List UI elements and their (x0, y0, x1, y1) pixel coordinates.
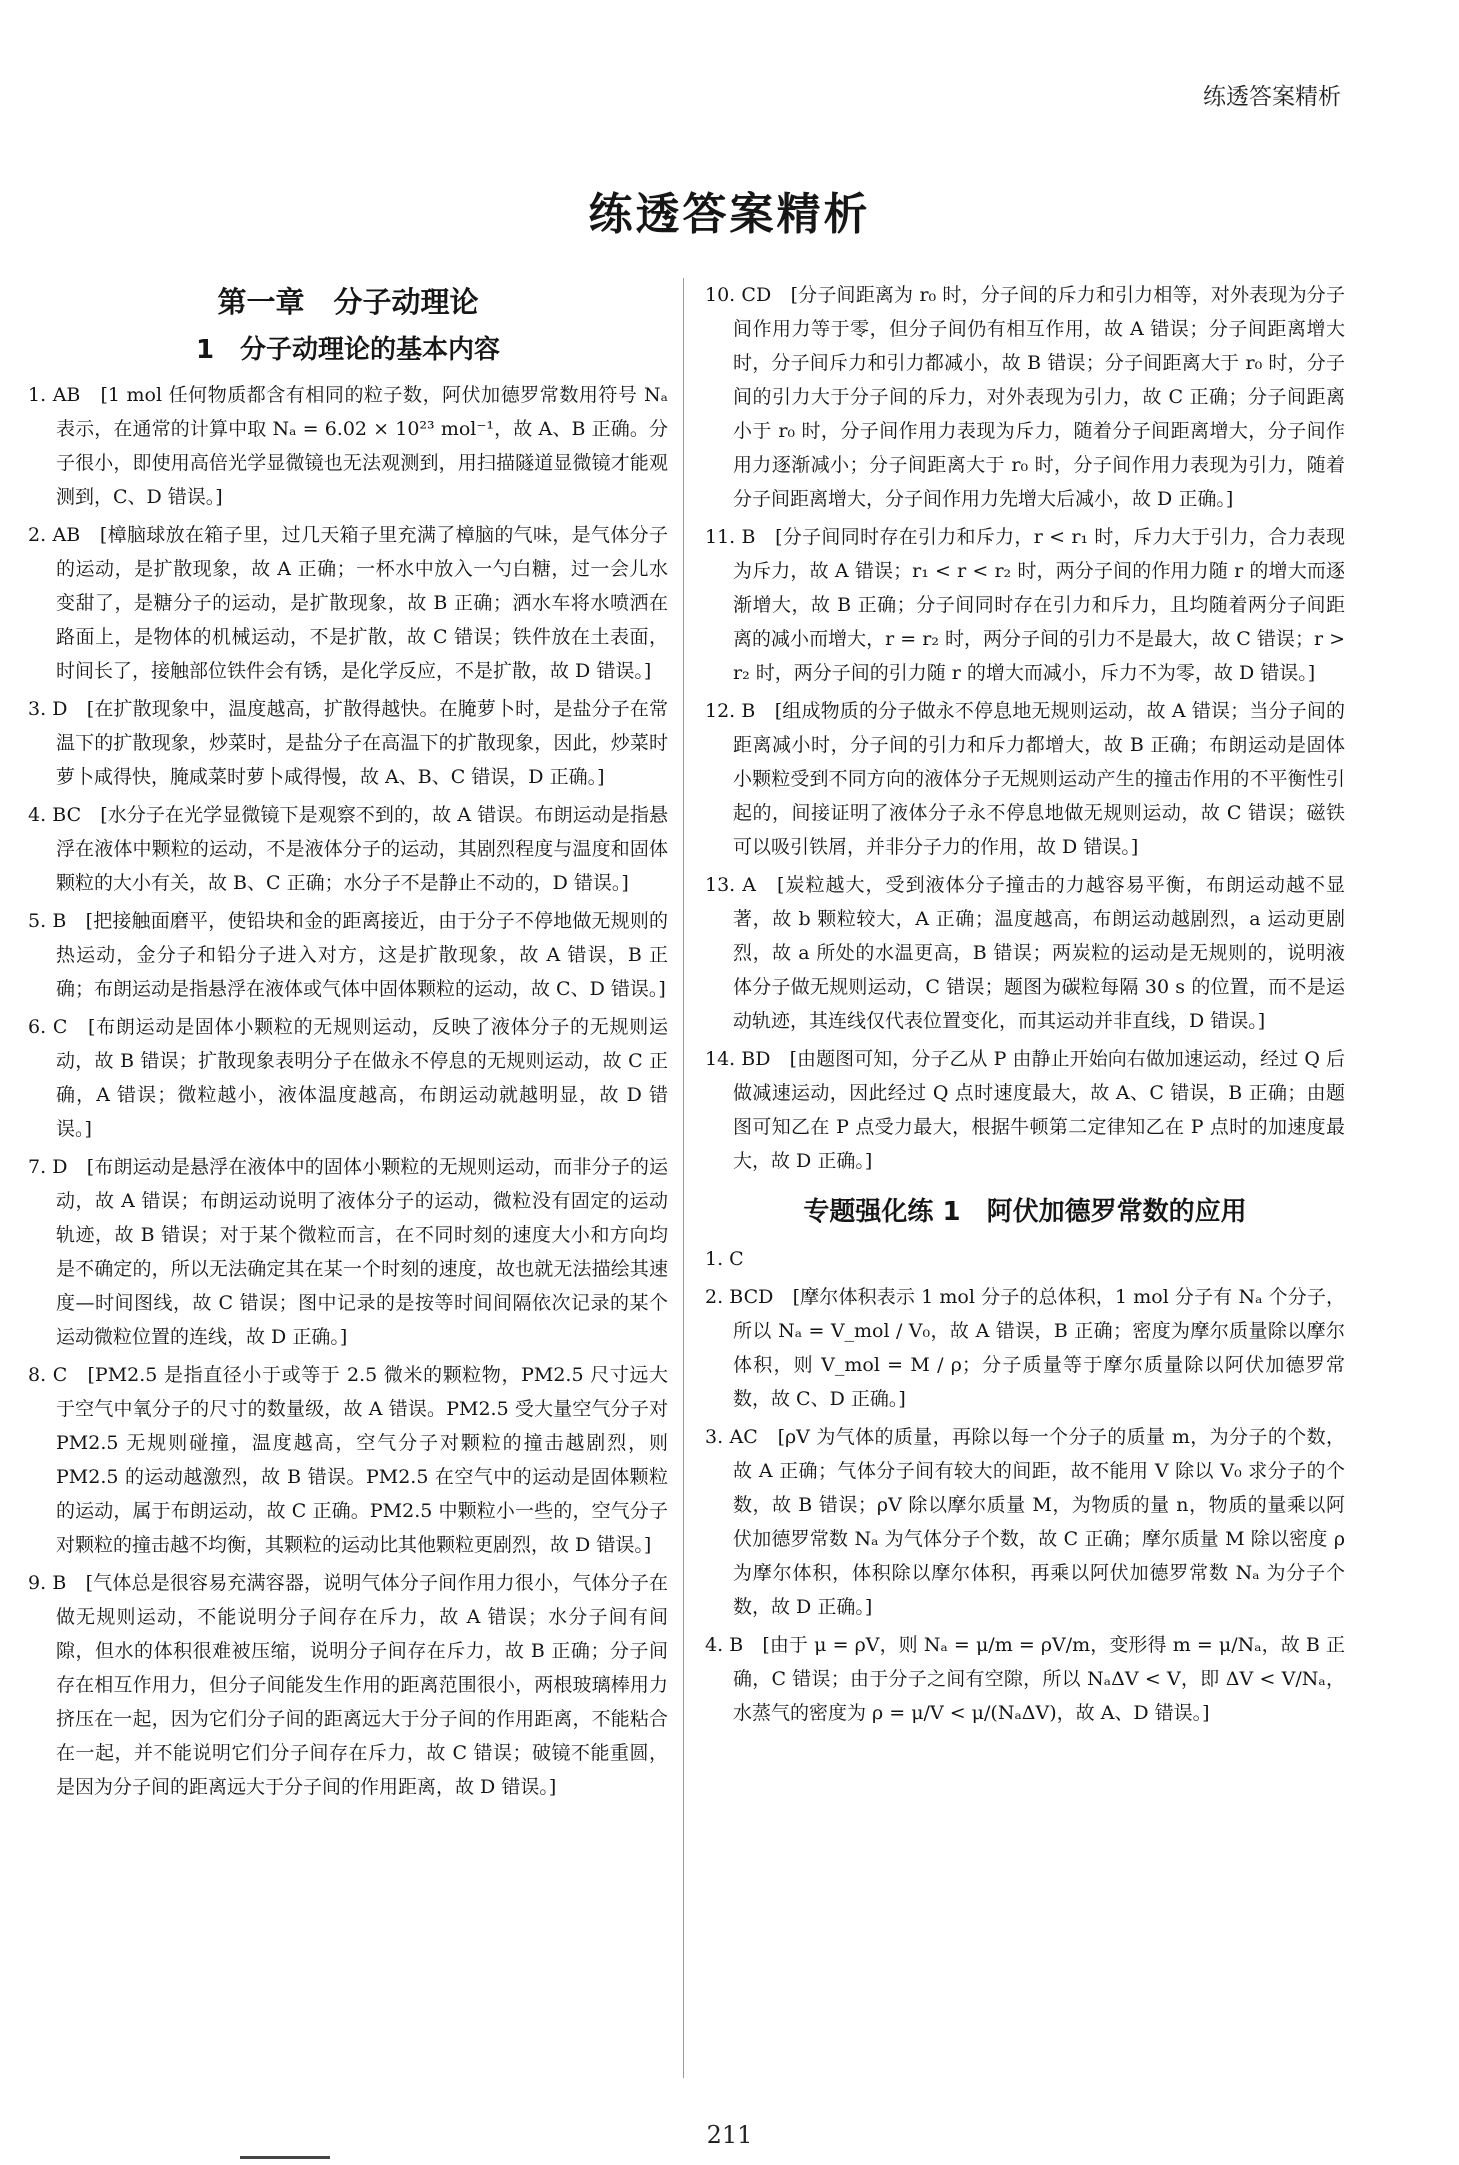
section-heading: 1 分子动理论的基本内容 (195, 335, 501, 365)
answer-item: 5. B [把接触面磨平，使铅块和金的距离接近，由于分子不停地做无规则的热运动，金分子和铅分子进入对方，这是扩散现象，故 A 错误，B 正确；布朗运动是指悬浮在液体或气体中固体颗粒的运动，故 C、D 错误。] (28, 910, 668, 1000)
answer-item: 1. C (705, 1248, 744, 1270)
answer-item: 14. BD [由题图可知，分子乙从 P 由静止开始向右做加速运动，经过 Q 后做减速运动，因此经过 Q 点时速度最大，故 A、C 错误，B 正确；由题图可知乙在 P 点受力最大，根据牛顿第二定律知乙在 P 点时的加速度最大，故 D 正确。] (705, 1048, 1345, 1172)
answer-item: 8. C [PM2.5 是指直径小于或等于 2.5 微米的颗粒物，PM2.5 尺寸远大于空气中氧分子的尺寸的数量级，故 A 错误。PM2.5 受大量空气分子对 PM2.5 无规则碰撞，温度越高，空气分子对颗粒的撞击越剧烈，则 PM2.5 的运动越激烈，故 B 错误。PM2.5 在空气中的运动是固体颗粒的运动，属于布朗运动，故 C 正确。PM2.5 中颗粒小一些的，空气分子对颗粒的撞击越不均衡，其颗粒的运动比其他颗粒更剧烈，故 D 错误。] (28, 1364, 668, 1556)
answer-item: 2. AB [樟脑球放在箱子里，过几天箱子里充满了樟脑的气味，是气体分子的运动，是扩散现象，故 A 正确；一杯水中放入一勺白糖，过一会儿水变甜了，是糖分子的运动，是扩散现象，故 B 正确；洒水车将水喷洒在路面上，是物体的机械运动，不是扩散，故 C 错误；铁件放在土表面，时间长了，接触部位铁件会有锈，是化学反应，不是扩散，故 D 错误。] (28, 524, 668, 682)
answer-item: 11. B [分子间同时存在引力和斥力，r < r₁ 时，斥力大于引力，合力表现为斥力，故 A 错误；r₁ < r < r₂ 时，两分子间的作用力随 r 的增大而逐渐增大，故 B 正确；分子间同时存在引力和斥力，且均随着两分子间距离的减小而增大，r = r₂ 时，两分子间的引力不是最大，故 C 错误；r > r₂ 时，两分子间的引力随 r 的增大而减小，斥力不为零，故 D 错误。] (705, 526, 1345, 684)
answer-item: 4. B [由于 μ = ρV，则 Nₐ = μ/m = ρV/m，变形得 m = μ/Nₐ，故 B 正确，C 错误；由于分子之间有空隙，所以 NₐΔV < V，即 ΔV < V/Nₐ，水蒸气的密度为 ρ = μ/V < μ/(NₐΔV)，故 A、D 错误。] (705, 1634, 1345, 1724)
answer-item: 2. BCD [摩尔体积表示 1 mol 分子的总体积，1 mol 分子有 Nₐ 个分子，所以 Nₐ = V_mol / V₀，故 A 错误，B 正确；密度为摩尔质量除以摩尔体积，则 V_mol = M / ρ；分子质量等于摩尔质量除以阿伏加德罗常数，故 C、D 正确。] (705, 1286, 1345, 1410)
answer-item: 1. AB [1 mol 任何物质都含有相同的粒子数，阿伏加德罗常数用符号 Nₐ 表示，在通常的计算中取 Nₐ = 6.02 × 10²³ mol⁻¹，故 A、B 正确。分子很小，即使用高倍光学显微镜也无法观测到，用扫描隧道显微镜才能观测到，C、D 错误。] (28, 384, 668, 508)
left-answer-list (28, 378, 668, 1804)
special-answer-list (705, 1242, 1345, 1730)
right-column (705, 278, 1345, 1734)
answer-item: 12. B [组成物质的分子做永不停息地无规则运动，故 A 错误；当分子间的距离减小时，分子间的引力和斥力都增大，故 B 正确；布朗运动是固体小颗粒受到不同方向的液体分子无规则运动产生的撞击作用的不平衡性引起的，间接证明了液体分子永不停息地做无规则运动，故 C 错误；磁铁可以吸引铁屑，并非分子力的作用，故 D 错误。] (705, 700, 1345, 858)
answer-item: 9. B [气体总是很容易充满容器，说明气体分子间作用力很小，气体分子在做无规则运动，不能说明分子间存在斥力，故 A 错误；水分子间有间隙，但水的体积很难被压缩，说明分子间存在斥力，故 B 正确；分子间存在相互作用力，但分子间能发生作用的距离范围很小，两根玻璃棒用力挤压在一起，因为它们分子间的距离远大于分子间的作用距离，不能粘合在一起，并不能说明它们分子间存在斥力，故 C 错误；破镜不能重圆，是因为分子间的距离远大于分子间的作用距离，故 D 错误。] (28, 1572, 668, 1798)
footer-mark (240, 2156, 330, 2159)
answer-item: 3. AC [ρV 为气体的质量，再除以每一个分子的质量 m，为分子的个数，故 A 正确；气体分子间有较大的间距，故不能用 V 除以 V₀ 求分子的个数，故 B 错误；ρV 除以摩尔质量 M，为物质的量 n，物质的量乘以阿伏加德罗常数 Nₐ 为气体分子个数，故 C 正确；摩尔质量 M 除以密度 ρ 为摩尔体积，体积除以摩尔体积，再乘以阿伏加德罗常数 Nₐ 为分子个数，故 D 正确。] (705, 1426, 1345, 1618)
page-title: 练透答案精析 (588, 189, 871, 240)
column-divider (683, 278, 684, 2078)
answer-item: 7. D [布朗运动是悬浮在液体中的固体小颗粒的无规则运动，而非分子的运动，故 A 错误；布朗运动说明了液体分子的运动，微粒没有固定的运动轨迹，故 B 错误；对于某个微粒而言，在不同时刻的速度大小和方向均是不确定的，所以无法确定其在某一个时刻的速度，故也就无法描绘其速度—时间图线，故 C 错误；图中记录的是按等时间间隔依次记录的某个运动微粒位置的连线，故 D 正确。] (28, 1156, 668, 1348)
special-section-heading: 专题强化练 1 阿伏加德罗常数的应用 (803, 1197, 1247, 1227)
right-answer-list (705, 278, 1345, 1178)
answer-item: 13. A [炭粒越大，受到液体分子撞击的力越容易平衡，布朗运动越不显著，故 b 颗粒较大，A 正确；温度越高，布朗运动越剧烈，a 运动更剧烈，故 a 所处的水温更高，B 错误；两炭粒的运动是无规则的，说明液体分子做无规则运动，C 错误；题图为碳粒每隔 30 s 的位置，而不是运动轨迹，其连线仅代表位置变化，而其运动并非直线，D 错误。] (705, 874, 1345, 1032)
answer-item: 4. BC [水分子在光学显微镜下是观察不到的，故 A 错误。布朗运动是指悬浮在液体中颗粒的运动，不是液体分子的运动，其剧烈程度与温度和固体颗粒的大小有关，故 B、C 正确；水分子不是静止不动的，D 错误。] (28, 804, 668, 894)
page-number: 211 (706, 2121, 753, 2149)
answer-item: 3. D [在扩散现象中，温度越高，扩散得越快。在腌萝卜时，是盐分子在常温下的扩散现象，炒菜时，是盐分子在高温下的扩散现象，因此，炒菜时萝卜咸得快，腌咸菜时萝卜咸得慢，故 A、B、C 错误，D 正确。] (28, 698, 668, 788)
answer-item: 6. C [布朗运动是固体小颗粒的无规则运动，反映了液体分子的无规则运动，故 B 错误；扩散现象表明分子在做永不停息的无规则运动，故 C 正确，A 错误；微粒越小，液体温度越高，布朗运动就越明显，故 D 错误。] (28, 1016, 668, 1140)
running-header: 练透答案精析 (1203, 84, 1341, 110)
answer-item: 10. CD [分子间距离为 r₀ 时，分子间的斥力和引力相等，对外表现为分子间作用力等于零，但分子间仍有相互作用，故 A 错误；分子间距离增大时，分子间斥力和引力都减小，故 B 错误；分子间距离大于 r₀ 时，分子间的引力大于分子间的斥力，对外表现为引力，故 C 正确；分子间距离小于 r₀ 时，分子间作用力表现为斥力，随着分子间距离增大，分子间作用力逐渐减小；分子间距离大于 r₀ 时，分子间作用力表现为引力，随着分子间距离增大，分子间作用力先增大后减小，故 D 正确。] (705, 284, 1345, 510)
chapter-heading: 第一章 分子动理论 (217, 285, 479, 319)
left-column (28, 278, 668, 1808)
